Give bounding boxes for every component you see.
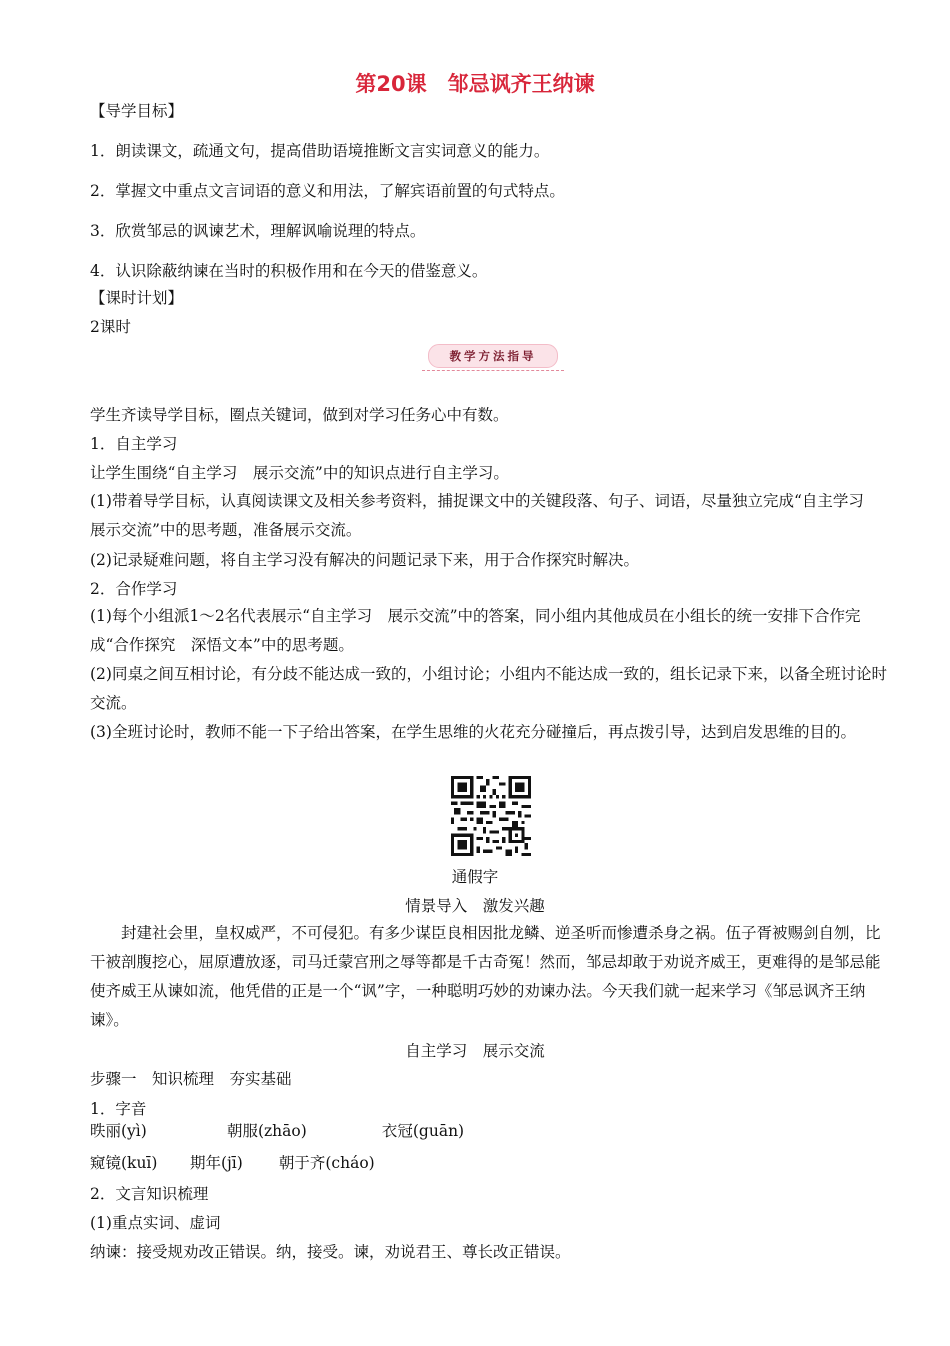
- section-title: 2．文言知识梳理: [90, 1185, 209, 1203]
- lesson-title: 第20课 邹忌讽齐王纳谏: [355, 72, 595, 96]
- paragraph: 让学生围绕“自主学习 展示交流”中的知识点进行自主学习。: [90, 464, 509, 482]
- goal-item: 3．欣赏邹忌的讽谏艺术，理解讽喻说理的特点。: [90, 222, 426, 240]
- pronunciation-row: [90, 1120, 890, 1142]
- paragraph: (1)带着导学目标，认真阅读课文及相关参考资料，捕捉课文中的关键段落、句子、词语，尽量独立完成“自主学习 展示交流”中的思考题，准备展示交流。: [90, 492, 880, 539]
- section-title: 2．合作学习: [90, 580, 178, 598]
- goals-header: 【导学目标】: [90, 102, 184, 120]
- method-banner: [422, 342, 564, 371]
- method-banner-label: 教学方法指导: [428, 344, 558, 368]
- subsection-title: (1)重点实词、虚词: [90, 1214, 221, 1232]
- pronunciation-row: [90, 1152, 890, 1174]
- paragraph: (2)同桌之间互相讨论，有分歧不能达成一致的，小组讨论；小组内不能达成一致的，组长记录下来，以备全班讨论时交流。: [90, 665, 887, 712]
- section-title: 1．字音: [90, 1100, 147, 1118]
- pronunciation-item: 衣冠(guān): [381, 1122, 465, 1140]
- plan-value: 2课时: [90, 318, 131, 336]
- section-header: 情景导入 激发兴趣: [405, 897, 545, 915]
- method-intro: 学生齐读导学目标，圈点关键词，做到对学习任务心中有数。: [90, 406, 509, 424]
- step-title: 步骤一 知识梳理 夯实基础: [90, 1070, 292, 1088]
- intro-paragraph: 封建社会里，皇权威严，不可侵犯。有多少谋臣良相因批龙鳞、逆圣听而惨遭杀身之祸。伍子胥被赐剑自刎，比干被剖腹挖心，屈原遭放逐，司马迁蒙宫刑之辱等都是千古奇冤！然而，邹忌却敢于劝说齐威王，更难得的是邹忌能使齐威王从谏如流，他凭借的正是一个“讽”字，一种聪明巧妙的劝谏办法。今天我们就一起来学习《邹忌讽齐王纳谏》。: [90, 924, 881, 1029]
- qr-caption: 通假字: [451, 868, 499, 886]
- paragraph: (3)全班讨论时，教师不能一下子给出答案，在学生思维的火花充分碰撞后，再点拨引导，达到启发思维的目的。: [90, 723, 856, 741]
- pronunciation-item: 昳丽(yì): [90, 1122, 147, 1140]
- goal-item: 1．朗读课文，疏通文句，提高借助语境推断文言实词意义的能力。: [90, 142, 550, 160]
- vocab-entry: 纳谏：接受规劝改正错误。纳，接受。谏，劝说君王、尊长改正错误。: [90, 1243, 571, 1261]
- plan-header: 【课时计划】: [90, 289, 184, 307]
- section-title: 1．自主学习: [90, 435, 178, 453]
- qr-code-image[interactable]: [451, 776, 531, 856]
- paragraph: (1)每个小组派1～2名代表展示“自主学习 展示交流”中的答案，同小组内其他成员在小组长的统一安排下合作完成“合作探究 深悟文本”中的思考题。: [90, 607, 861, 654]
- pronunciation-item: 朝服(zhāo): [226, 1122, 307, 1140]
- section-header: 自主学习 展示交流: [405, 1042, 545, 1060]
- pronunciation-item: 期年(jī): [189, 1154, 243, 1172]
- paragraph: (2)记录疑难问题，将自主学习没有解决的问题记录下来，用于合作探究时解决。: [90, 551, 639, 569]
- goal-item: 2．掌握文中重点文言词语的意义和用法，了解宾语前置的句式特点。: [90, 182, 565, 200]
- goal-item: 4．认识除蔽纳谏在当时的积极作用和在今天的借鉴意义。: [90, 262, 488, 280]
- pronunciation-item: 窥镜(kuī): [90, 1154, 158, 1172]
- pronunciation-item: 朝于齐(cháo): [278, 1154, 375, 1172]
